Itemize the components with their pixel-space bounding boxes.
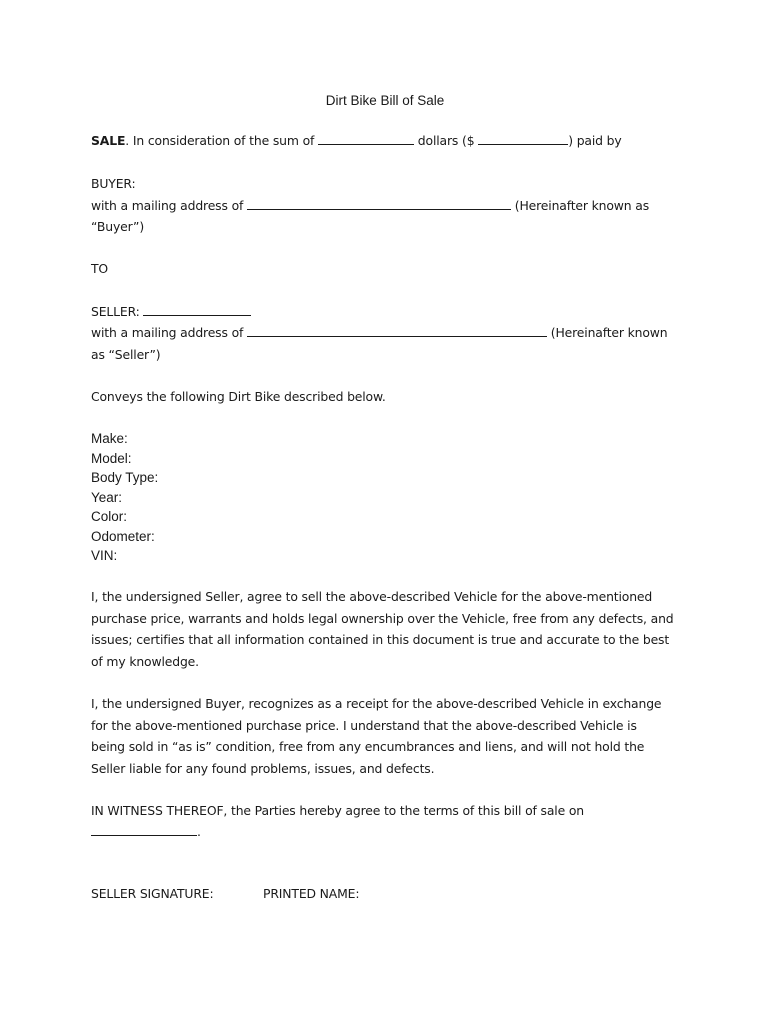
vehicle-field-model: Model: (91, 450, 132, 466)
vehicle-fields-list (91, 429, 158, 566)
buyer-address-blank[interactable] (247, 197, 511, 210)
sale-text-middle: dollars ($ (414, 133, 479, 148)
paragraph-line: of my knowledge. (91, 653, 199, 669)
seller-line (91, 301, 711, 323)
seller-label: SELLER: (91, 304, 144, 319)
paragraph-line: issues; certifies that all information contained in this document is true and accurate to the best (91, 632, 670, 647)
document-title: Dirt Bike Bill of Sale (325, 93, 445, 108)
vehicle-field-make: Make: (91, 431, 128, 446)
printed-name-label: PRINTED NAME: (263, 886, 360, 901)
paragraph-line: being sold in “as is” condition, free from any encumbrances and liens, and will not hold the (91, 739, 645, 754)
sale-line (91, 130, 711, 152)
sale-amount-words-blank[interactable] (318, 132, 414, 145)
seller-address-suffix: (Hereinafter known (547, 325, 668, 340)
paragraph-line: for the above-mentioned purchase price. I understand that the above-described Vehicle is (91, 717, 637, 733)
seller-agreement-paragraph (91, 586, 691, 672)
to-label: TO (91, 261, 109, 276)
vehicle-field-color: Color: (91, 509, 128, 524)
seller-address-line (91, 322, 711, 344)
sale-amount-number-blank[interactable] (478, 132, 568, 145)
witness-date-suffix: . (197, 824, 201, 839)
paragraph-line: I, the undersigned Buyer, recognizes as a receipt for the above-described Vehicle in exchange (91, 696, 662, 711)
sale-label: SALE (91, 133, 126, 148)
buyer-known-as: “Buyer”) (91, 219, 145, 234)
sale-text-after: ) paid by (568, 133, 622, 148)
vehicle-field-vin: VIN: (91, 548, 118, 563)
buyer-agreement-paragraph (91, 693, 691, 779)
vehicle-field-odometer: Odometer: (91, 528, 155, 544)
witness-date-line (91, 821, 711, 843)
seller-name-blank[interactable] (143, 303, 251, 316)
paragraph-line: purchase price, warrants and holds legal ownership over the Vehicle, free from any defects, and (91, 610, 674, 626)
paragraph-line: I, the undersigned Seller, agree to sell the above-described Vehicle for the above-mentioned (91, 589, 653, 604)
buyer-address-line (91, 195, 711, 217)
seller-address-prefix: with a mailing address of (91, 325, 248, 340)
witness-text: IN WITNESS THEREOF, the Parties hereby agree to the terms of this bill of sale on (91, 803, 584, 818)
seller-address-blank[interactable] (247, 324, 547, 337)
sale-text-before: . In consideration of the sum of (125, 133, 319, 148)
buyer-address-suffix: (Hereinafter known as (511, 198, 650, 213)
seller-known-as: as “Seller”) (91, 347, 161, 362)
buyer-label: BUYER: (91, 176, 136, 191)
paragraph-line: Seller liable for any found problems, issues, and defects. (91, 760, 435, 776)
conveys-text: Conveys the following Dirt Bike described below. (91, 389, 386, 404)
vehicle-field-year: Year: (91, 489, 123, 505)
witness-date-blank[interactable] (91, 823, 197, 836)
vehicle-field-body-type: Body Type: (91, 470, 159, 485)
buyer-address-prefix: with a mailing address of (91, 198, 248, 213)
seller-signature-label: SELLER SIGNATURE: (91, 886, 214, 901)
